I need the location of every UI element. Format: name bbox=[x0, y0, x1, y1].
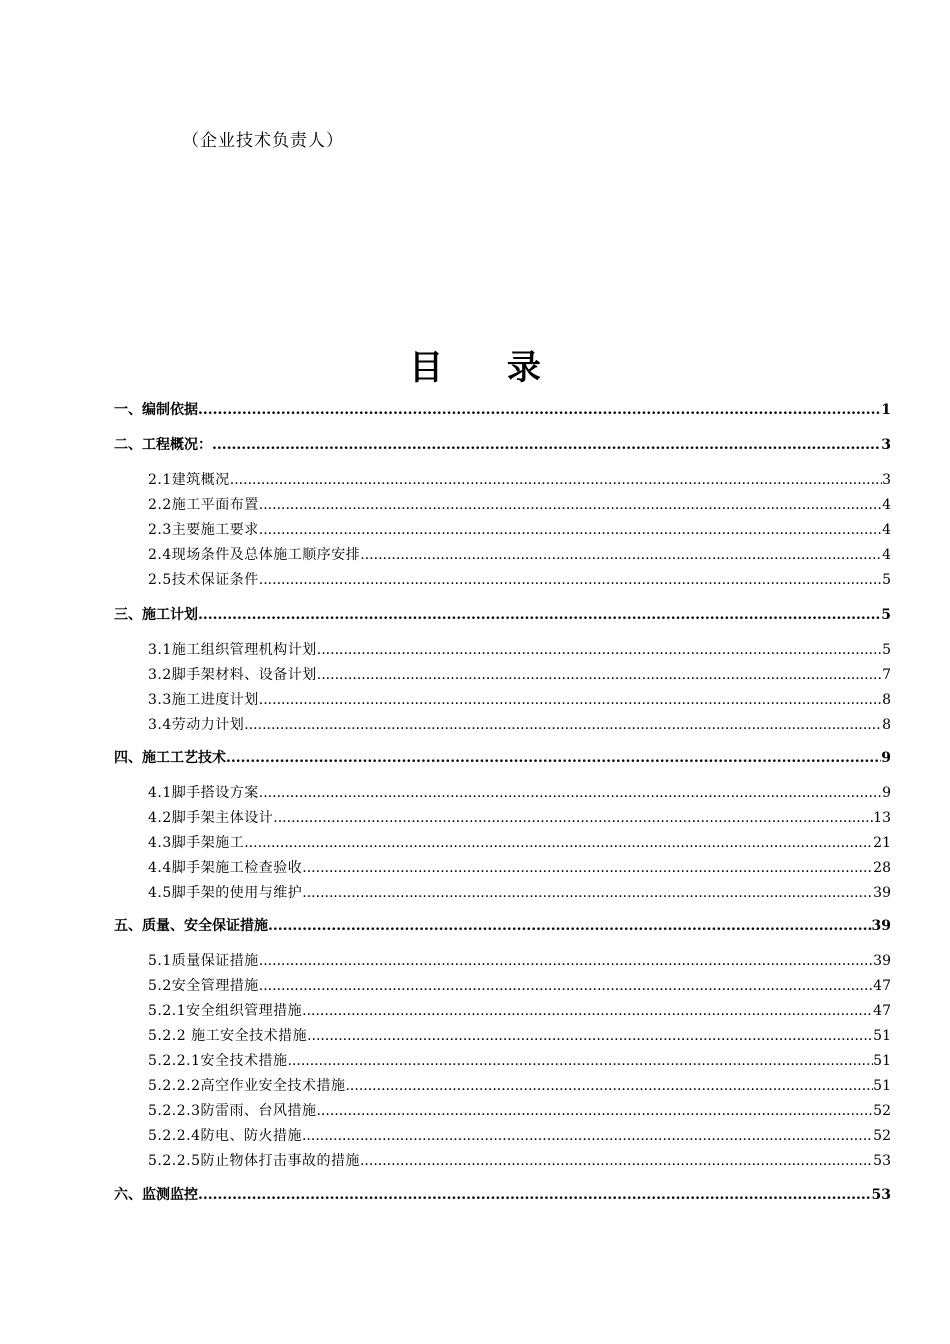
toc-entry-label: 5.2.2.3防雷雨、台风措施 bbox=[148, 1103, 317, 1119]
toc-entry-label: 5.2安全管理措施 bbox=[148, 978, 259, 994]
toc-entry-label: 一、编制依据 bbox=[114, 402, 198, 418]
toc-entry-subsection[interactable] bbox=[148, 831, 891, 855]
toc-dot-leader bbox=[302, 881, 873, 905]
toc-entry-label: 5.2.2.2高空作业安全技术措施 bbox=[148, 1078, 346, 1094]
toc-entry-section[interactable] bbox=[114, 433, 891, 457]
toc-dot-leader bbox=[302, 856, 873, 880]
toc-entry-page-number: 53 bbox=[873, 1153, 891, 1169]
toc-entry-page-number: 39 bbox=[873, 885, 891, 901]
toc-entry-label: 二、工程概况： bbox=[114, 437, 212, 453]
toc-entry-label: 2.3主要施工要求 bbox=[148, 522, 259, 538]
toc-dot-leader bbox=[198, 1183, 872, 1207]
toc-dot-leader bbox=[230, 468, 882, 492]
toc-entry-label: 五、质量、安全保证措施 bbox=[114, 918, 268, 934]
toc-entry-label: 3.1施工组织管理机构计划 bbox=[148, 642, 317, 658]
toc-entry-label: 3.2脚手架材料、设备计划 bbox=[148, 667, 317, 683]
toc-entry-page-number: 5 bbox=[882, 572, 891, 588]
toc-entry-page-number: 51 bbox=[873, 1053, 891, 1069]
toc-dot-leader bbox=[259, 949, 873, 973]
toc-entry-label: 4.3脚手架施工 bbox=[148, 835, 245, 851]
toc-entry-label: 4.1脚手搭设方案 bbox=[148, 785, 259, 801]
toc-entry-subsection[interactable] bbox=[148, 543, 891, 567]
toc-entry-page-number: 3 bbox=[881, 437, 891, 453]
toc-entry-section[interactable] bbox=[114, 1183, 891, 1207]
toc-entry-subsection[interactable] bbox=[148, 1099, 891, 1123]
toc-dot-leader bbox=[316, 1099, 873, 1123]
toc-dot-leader bbox=[259, 568, 882, 592]
toc-entry-label: 5.2.1安全组织管理措施 bbox=[148, 1003, 303, 1019]
toc-dot-leader bbox=[259, 688, 882, 712]
toc-dot-leader bbox=[273, 806, 873, 830]
toc-entry-subsection[interactable] bbox=[148, 568, 891, 592]
toc-dot-leader bbox=[360, 543, 882, 567]
toc-entry-label: 四、施工工艺技术 bbox=[114, 750, 226, 766]
toc-dot-leader bbox=[198, 398, 881, 422]
toc-entry-label: 5.1质量保证措施 bbox=[148, 953, 259, 969]
toc-dot-leader bbox=[226, 746, 881, 770]
toc-entry-subsection[interactable] bbox=[148, 1149, 891, 1173]
toc-entry-subsection[interactable] bbox=[148, 468, 891, 492]
toc-entry-label: 4.2脚手架主体设计 bbox=[148, 810, 274, 826]
toc-entry-label: 2.2施工平面布置 bbox=[148, 497, 259, 513]
toc-dot-leader bbox=[259, 493, 882, 517]
toc-entry-page-number: 39 bbox=[871, 918, 891, 934]
toc-entry-subsection[interactable] bbox=[148, 856, 891, 880]
toc-dot-leader bbox=[198, 603, 881, 627]
toc-entry-page-number: 4 bbox=[882, 522, 891, 538]
toc-entry-subsection[interactable] bbox=[148, 638, 891, 662]
toc-entry-page-number: 9 bbox=[882, 785, 891, 801]
toc-dot-leader bbox=[268, 914, 872, 938]
toc-entry-label: 2.5技术保证条件 bbox=[148, 572, 259, 588]
toc-title: 目 录 bbox=[409, 348, 567, 388]
toc-entry-page-number: 9 bbox=[881, 750, 891, 766]
toc-entry-subsection[interactable] bbox=[148, 1124, 891, 1148]
toc-entry-page-number: 13 bbox=[873, 810, 891, 826]
toc-entry-label: 3.3施工进度计划 bbox=[148, 692, 259, 708]
toc-dot-leader bbox=[307, 1024, 873, 1048]
toc-entry-subsection[interactable] bbox=[148, 1049, 891, 1073]
toc-entry-page-number: 39 bbox=[873, 953, 891, 969]
toc-entry-label: 2.1建筑概况 bbox=[148, 472, 230, 488]
toc-dot-leader bbox=[259, 781, 882, 805]
toc-entry-section[interactable] bbox=[114, 603, 891, 627]
toc-entry-page-number: 3 bbox=[882, 472, 891, 488]
toc-dot-leader bbox=[360, 1149, 873, 1173]
toc-entry-subsection[interactable] bbox=[148, 688, 891, 712]
toc-entry-page-number: 1 bbox=[881, 402, 891, 418]
toc-entry-page-number: 4 bbox=[882, 547, 891, 563]
toc-dot-leader bbox=[244, 831, 873, 855]
toc-entry-subsection[interactable] bbox=[148, 949, 891, 973]
toc-entry-page-number: 52 bbox=[873, 1103, 891, 1119]
toc-entry-page-number: 4 bbox=[882, 497, 891, 513]
responsible-person-label: （企业技术负责人） bbox=[182, 131, 344, 151]
toc-entry-label: 5.2.2.5防止物体打击事故的措施 bbox=[148, 1153, 360, 1169]
toc-entry-label: 三、施工计划 bbox=[114, 607, 198, 623]
toc-entry-page-number: 5 bbox=[881, 607, 891, 623]
toc-entry-label: 六、监测监控 bbox=[114, 1187, 198, 1203]
toc-entry-label: 4.4脚手架施工检查验收 bbox=[148, 860, 303, 876]
toc-entry-subsection[interactable] bbox=[148, 806, 891, 830]
toc-entry-page-number: 52 bbox=[873, 1128, 891, 1144]
toc-dot-leader bbox=[259, 974, 873, 998]
toc-entry-page-number: 51 bbox=[873, 1078, 891, 1094]
toc-entry-label: 5.2.2.4防电、防火措施 bbox=[148, 1128, 302, 1144]
toc-dot-leader bbox=[287, 1049, 873, 1073]
toc-entry-page-number: 47 bbox=[873, 1003, 891, 1019]
toc-dot-leader bbox=[212, 433, 881, 457]
toc-entry-label: 5.2.2 施工安全技术措施 bbox=[148, 1028, 308, 1044]
toc-entry-page-number: 47 bbox=[873, 978, 891, 994]
toc-entry-subsection[interactable] bbox=[148, 1024, 891, 1048]
toc-entry-page-number: 53 bbox=[871, 1187, 891, 1203]
toc-entry-page-number: 21 bbox=[873, 835, 891, 851]
toc-dot-leader bbox=[244, 713, 882, 737]
toc-dot-leader bbox=[345, 1074, 873, 1098]
toc-entry-page-number: 7 bbox=[882, 667, 891, 683]
toc-entry-subsection[interactable] bbox=[148, 1074, 891, 1098]
toc-entry-subsection[interactable] bbox=[148, 974, 891, 998]
toc-entry-subsection[interactable] bbox=[148, 999, 891, 1023]
toc-entry-page-number: 8 bbox=[882, 692, 891, 708]
toc-dot-leader bbox=[302, 1124, 873, 1148]
toc-entry-subsection[interactable] bbox=[148, 781, 891, 805]
toc-entry-subsection[interactable] bbox=[148, 663, 891, 687]
toc-entry-page-number: 5 bbox=[882, 642, 891, 658]
toc-dot-leader bbox=[317, 663, 882, 687]
toc-entry-page-number: 8 bbox=[882, 717, 891, 733]
toc-dot-leader bbox=[317, 638, 882, 662]
toc-entry-section[interactable] bbox=[114, 398, 891, 422]
toc-dot-leader bbox=[259, 518, 882, 542]
toc-entry-subsection[interactable] bbox=[148, 518, 891, 542]
toc-entry-label: 4.5脚手架的使用与维护 bbox=[148, 885, 303, 901]
toc-entry-label: 3.4劳动力计划 bbox=[148, 717, 245, 733]
toc-entry-page-number: 51 bbox=[873, 1028, 891, 1044]
toc-entry-subsection[interactable] bbox=[148, 713, 891, 737]
toc-entry-subsection[interactable] bbox=[148, 881, 891, 905]
toc-entry-subsection[interactable] bbox=[148, 493, 891, 517]
toc-entry-section[interactable] bbox=[114, 914, 891, 938]
toc-entry-section[interactable] bbox=[114, 746, 891, 770]
toc-dot-leader bbox=[302, 999, 873, 1023]
toc-entry-label: 5.2.2.1安全技术措施 bbox=[148, 1053, 288, 1069]
toc-entry-page-number: 28 bbox=[873, 860, 891, 876]
toc-entry-label: 2.4现场条件及总体施工顺序安排 bbox=[148, 547, 361, 563]
